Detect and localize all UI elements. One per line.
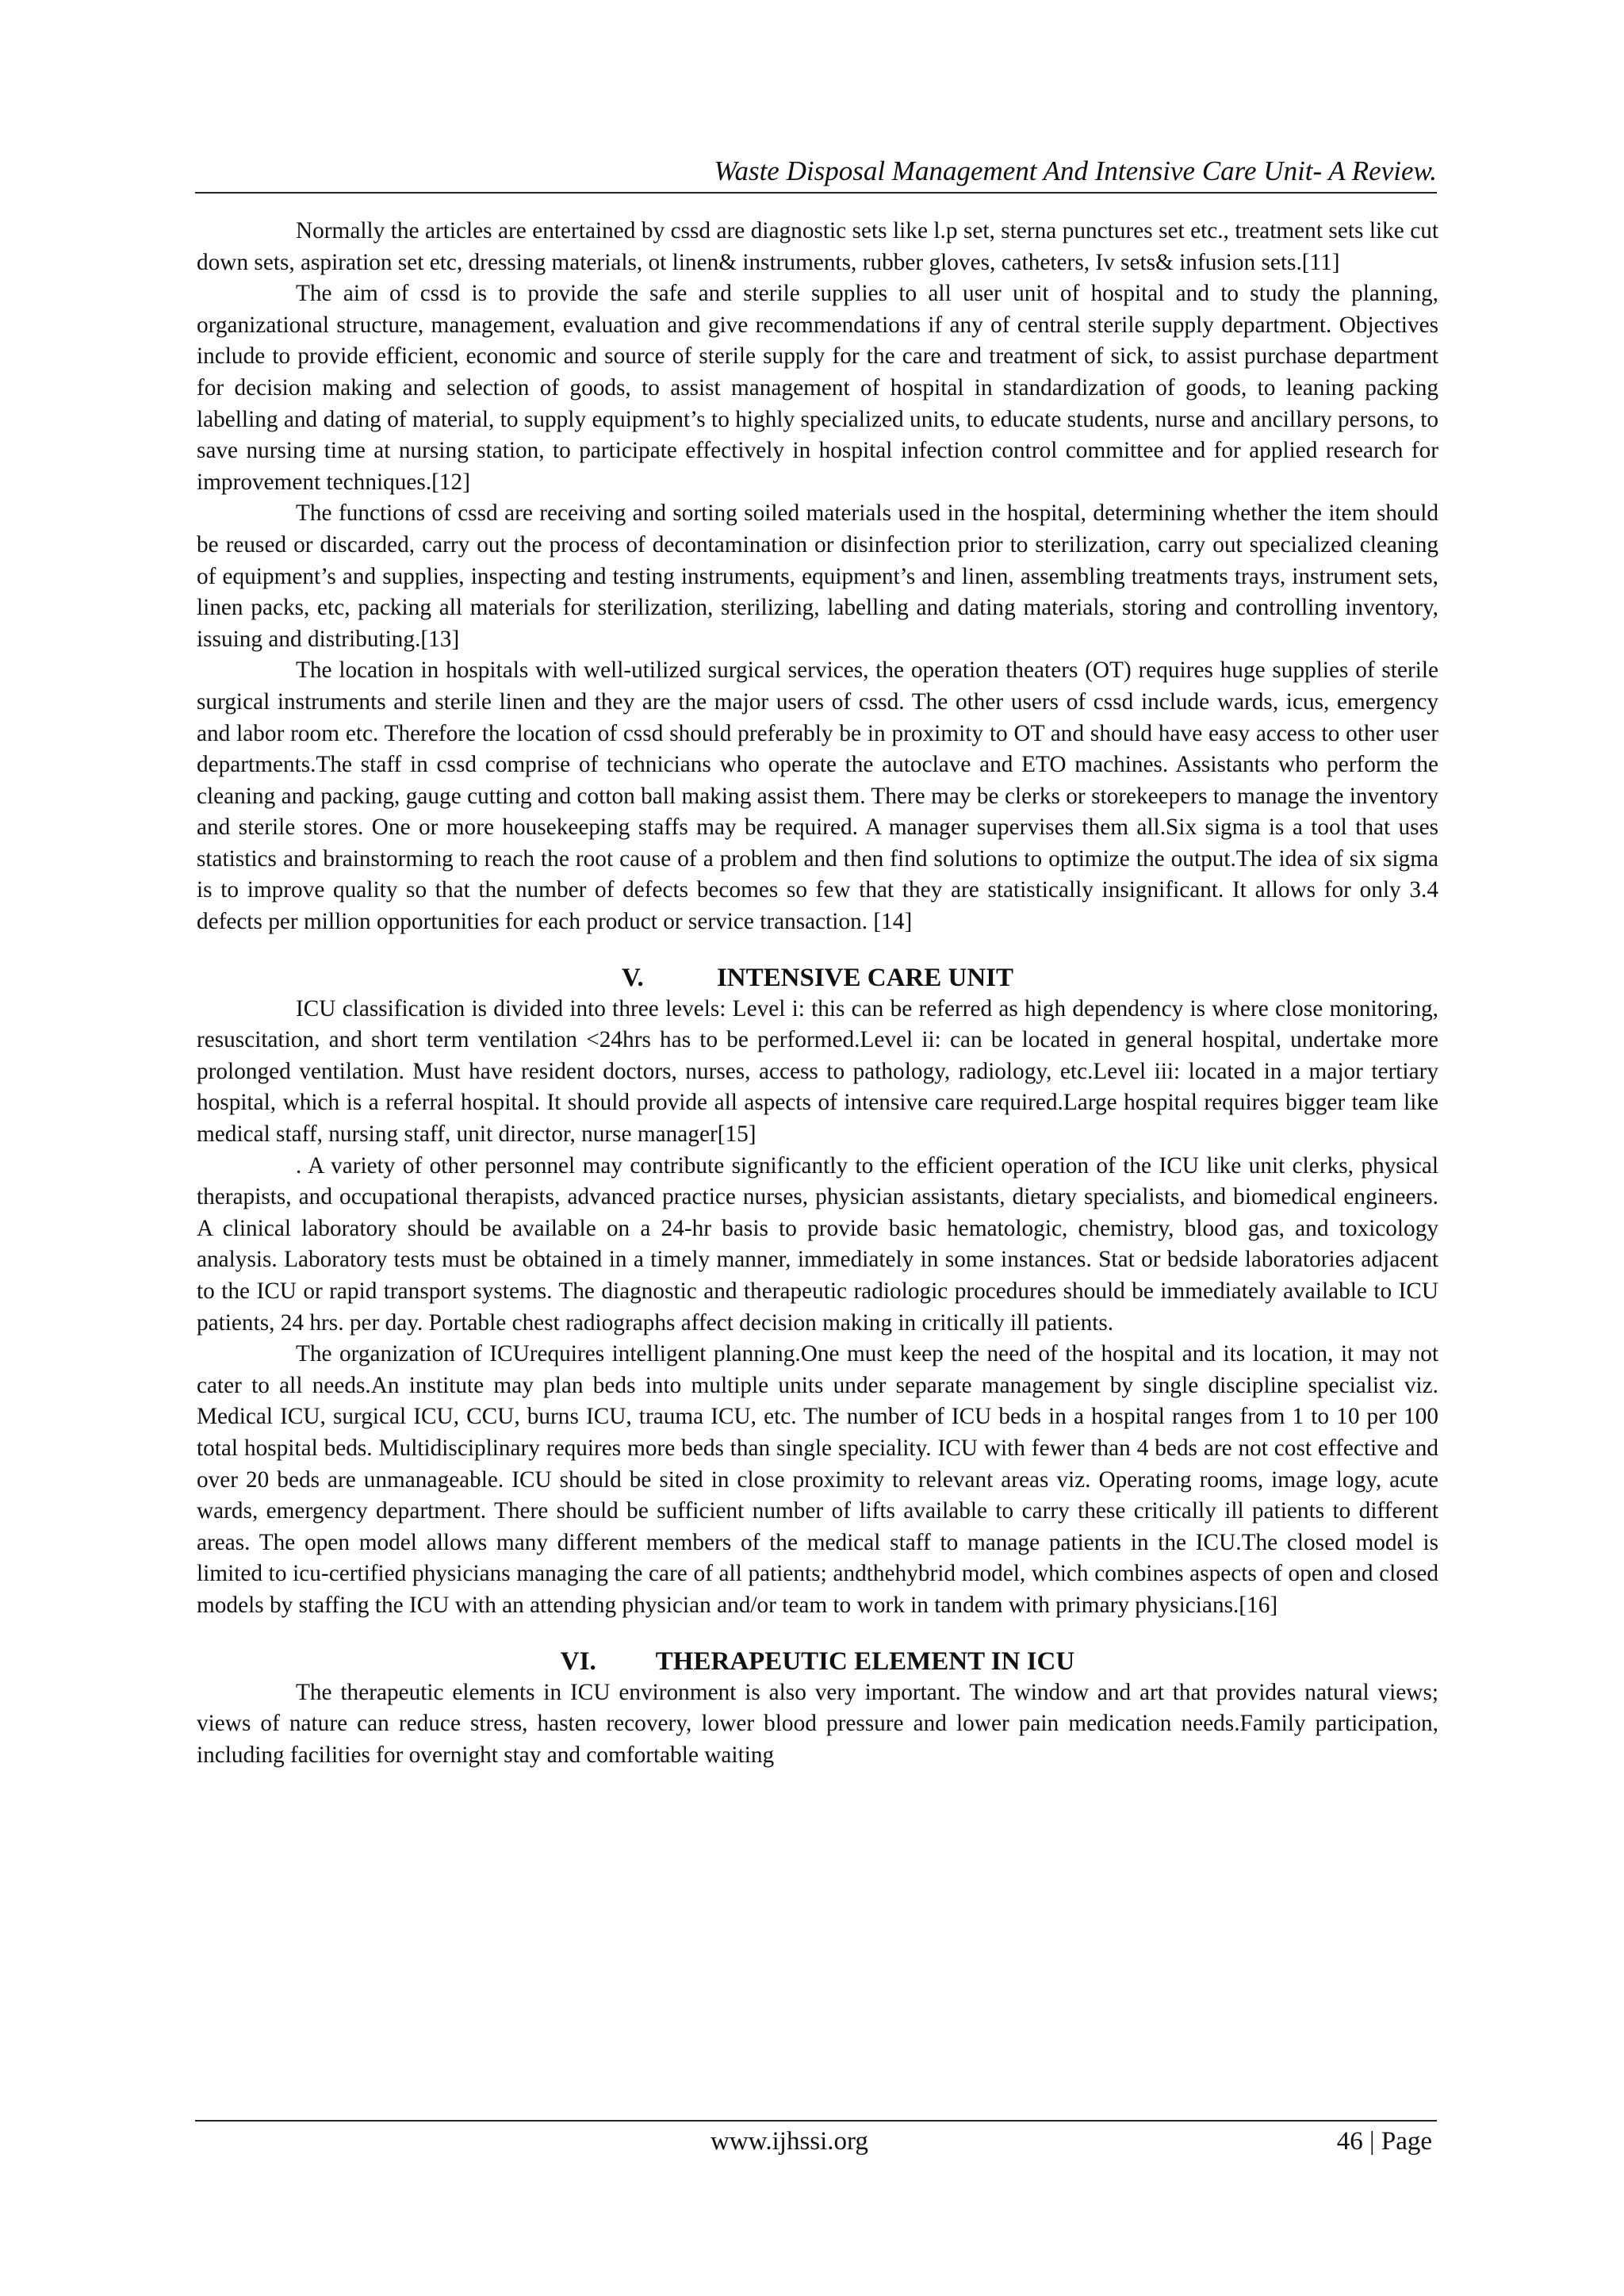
running-header: Waste Disposal Management And Intensive Care Unit- A Review. [714, 155, 1437, 186]
page-number: 46 | Page [1336, 2127, 1432, 2156]
article-body [197, 216, 1438, 1771]
section-title: THERAPEUTIC ELEMENT IN ICU [655, 1646, 1075, 1676]
paragraph-therapeutic-elements: The therapeutic elements in ICU environment is also very important. The window and art that provides natural views; views of nature can reduce stress, hasten recovery, lower blood pressure and lower pain medication needs.Family participation, including facilities for overnight stay and comfortable waiting [197, 1679, 1438, 1768]
section-heading-therapeutic-element [197, 1646, 1438, 1677]
section-heading-intensive-care-unit [197, 962, 1438, 994]
section-number: VI. [560, 1646, 596, 1676]
footer-rule [195, 2120, 1437, 2122]
section-title: INTENSIVE CARE UNIT [716, 963, 1014, 992]
paragraph-icu-personnel: . A variety of other personnel may contribute significantly to the efficient operation of the ICU like unit clerks, physical therapists, and occupational therapists, advanced practice nurses, physician assistants, dietary specialists, and biomedical engineers. A clinical laboratory should be available on a 24-hr basis to provide basic hematologic, chemistry, blood gas, and toxicology analysis. Laboratory tests must be obtained in a timely manner, immediately in some instances. Stat or bedside laboratories adjacent to the ICU or rapid transport systems. The diagnostic and therapeutic radiologic procedures should be immediately available to ICU patients, 24 hrs. per day. Portable chest radiographs affect decision making in critically ill patients. [197, 1152, 1438, 1336]
paragraph-icu-organization: The organization of ICUrequires intelligent planning.One must keep the need of the hospital and its location, it may not cater to all needs.An institute may plan beds into multiple units under separate management by single discipline specialist viz. Medical ICU, surgical ICU, CCU, burns ICU, trauma ICU, etc. The number of ICU beds in a hospital ranges from 1 to 10 per 100 total hospital beds. Multidisciplinary requires more beds than single speciality. ICU with fewer than 4 beds are not cost effective and over 20 beds are unmanageable. ICU should be sited in close proximity to relevant areas viz. Operating rooms, image logy, acute wards, emergency department. There should be sufficient number of lifts available to carry these critically ill patients to different areas. The open model allows many different members of the medical staff to manage patients in the ICU.The closed model is limited to icu-certified physicians managing the care of all patients; andthehybrid model, which combines aspects of open and closed models by staffing the ICU with an attending physician and/or team to work in tandem with primary physicians.[16] [197, 1341, 1438, 1618]
paragraph-cssd-articles: Normally the articles are entertained by cssd are diagnostic sets like l.p set, sterna punctures set etc., treatment sets like cut down sets, aspiration set etc, dressing materials, ot linen& instruments, rubber gloves, catheters, Iv sets& infusion sets.[11] [197, 218, 1438, 275]
paragraph-cssd-functions: The functions of cssd are receiving and sorting soiled materials used in the hospital, determining whether the item should be reused or discarded, carry out the process of decontamination or disinfection prior to sterilization, carry out specialized cleaning of equipment’s and supplies, inspecting and testing instruments, equipment’s and linen, assembling treatments trays, instrument sets, linen packs, etc, packing all materials for sterilization, sterilizing, labelling and dating materials, storing and controlling inventory, issuing and distributing.[13] [197, 500, 1438, 652]
paragraph-cssd-location: The location in hospitals with well-utilized surgical services, the operation theaters (OT) requires huge supplies of sterile surgical instruments and sterile linen and they are the major users of cssd. The other users of cssd include wards, icus, emergency and labor room etc. Therefore the location of cssd should preferably be in proximity to OT and should have easy access to other user departments.The staff in cssd comprise of technicians who operate the autoclave and ETO machines. Assistants who perform the cleaning and packing, gauge cutting and cotton ball making assist them. There may be clerks or storekeepers to manage the inventory and sterile stores. One or more housekeeping staffs may be required. A manager supervises them all.Six sigma is a tool that uses statistics and brainstorming to reach the root cause of a problem and then find solutions to optimize the output.The idea of six sigma is to improve quality so that the number of defects becomes so few that they are statistically insignificant. It allows for only 3.4 defects per million opportunities for each product or service transaction. [14] [197, 657, 1438, 935]
footer-url: www.ijhssi.org [710, 2127, 868, 2156]
paragraph-icu-classification: ICU classification is divided into three levels: Level i: this can be referred as high dependency is where close monitoring, resuscitation, and short term ventilation <24hrs has to be performed.Level ii: can be located in general hospital, undertake more prolonged ventilation. Must have resident doctors, nurses, access to pathology, radiology, etc.Level iii: located in a major tertiary hospital, which is a referral hospital. It should provide all aspects of intensive care required.Large hospital requires bigger team like medical staff, nursing staff, unit director, nurse manager[15] [197, 995, 1438, 1148]
section-number: V. [621, 963, 644, 992]
paragraph-cssd-aim: The aim of cssd is to provide the safe and sterile supplies to all user unit of hospital and to study the planning, organizational structure, management, evaluation and give recommendations if any of central sterile supply department. Objectives include to provide efficient, economic and source of sterile supply for the care and treatment of sick, to assist purchase department for decision making and selection of goods, to assist management of hospital in standardization of goods, to leaning packing labelling and dating of material, to supply equipment’s to highly specialized units, to educate students, nurse and ancillary persons, to save nursing time at nursing station, to participate effectively in hospital infection control committee and for applied research for improvement techniques.[12] [197, 281, 1438, 495]
header-rule [195, 192, 1437, 194]
